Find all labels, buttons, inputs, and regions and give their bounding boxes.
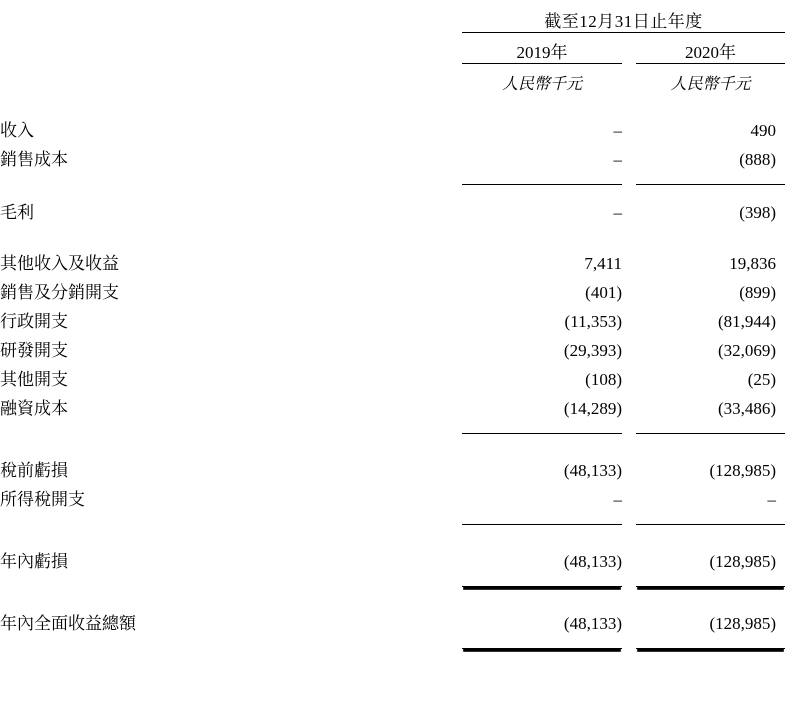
row-value-other-expenses-2020: (25) (747, 370, 777, 389)
spacer (0, 94, 785, 116)
rule-gap (622, 514, 636, 525)
total-rule-2019 (462, 638, 622, 649)
subtotal-rule-2020 (636, 423, 785, 434)
rule-spacer (0, 514, 462, 525)
row-label-other-expenses: 其他開支 (0, 370, 68, 389)
spacer (0, 227, 785, 249)
table-row (0, 456, 785, 485)
row-value-total-comprehensive-2019: (48,133) (563, 614, 622, 633)
row-label-revenue: 收入 (0, 121, 34, 140)
row-label-selling-distribution: 銷售及分銷開支 (0, 283, 119, 302)
rule-spacer (0, 576, 462, 587)
column-unit-1: 人民幣千元 (501, 76, 582, 93)
subtotal-rule-2020 (636, 174, 785, 185)
cell-gap (622, 547, 636, 576)
rule-spacer (0, 638, 462, 649)
column-header-year-2: 2020年 (636, 33, 785, 64)
row-value-total-comprehensive-2020: (128,985) (709, 614, 777, 633)
header-gap (622, 33, 636, 64)
table-row (0, 145, 785, 174)
cell-gap (622, 336, 636, 365)
row-value-gross-profit-2019: – (613, 203, 622, 222)
cell-gap (622, 485, 636, 514)
subtotal-rule-2020 (636, 514, 785, 525)
row-label-loss-for-year: 年內虧損 (0, 552, 68, 571)
header-gap-2 (622, 64, 636, 95)
rule-row (0, 576, 785, 587)
table-row (0, 198, 785, 227)
subtotal-rule-2019 (462, 174, 622, 185)
header-row-year (0, 33, 785, 64)
table-row (0, 336, 785, 365)
period-header: 截至12月31日止年度 (462, 0, 785, 33)
subtotal-rule-2019 (462, 514, 622, 525)
table-row (0, 394, 785, 423)
cell-gap (622, 365, 636, 394)
row-value-other-income-2019: 7,411 (584, 254, 622, 273)
row-value-cost-of-sales-2020: (888) (739, 150, 777, 169)
total-rule-2020 (636, 638, 785, 649)
row-value-loss-before-tax-2019: (48,133) (563, 461, 622, 480)
spacer (0, 587, 785, 610)
cell-gap (622, 198, 636, 227)
header-row-unit (0, 64, 785, 95)
row-value-selling-distribution-2020: (899) (739, 283, 777, 302)
row-value-other-expenses-2019: (108) (585, 370, 622, 389)
rule-spacer (0, 174, 462, 185)
cell-gap (622, 456, 636, 485)
rule-spacer (0, 423, 462, 434)
cell-gap (622, 249, 636, 278)
rule-gap (622, 174, 636, 185)
row-value-revenue-2019: – (613, 121, 622, 140)
rule-gap (622, 638, 636, 649)
row-label-other-income: 其他收入及收益 (0, 254, 119, 273)
row-value-gross-profit-2020: (398) (739, 203, 777, 222)
row-value-income-tax-2019: – (613, 490, 622, 509)
table-row (0, 116, 785, 145)
header-spacer-2 (0, 33, 462, 64)
row-value-research-development-2019: (29,393) (563, 341, 622, 360)
table-row (0, 307, 785, 336)
header-spacer-3 (0, 64, 462, 95)
rule-gap (622, 423, 636, 434)
row-label-research-development: 研發開支 (0, 341, 68, 360)
cell-gap (622, 278, 636, 307)
row-label-income-tax: 所得稅開支 (0, 490, 85, 509)
row-value-selling-distribution-2019: (401) (585, 283, 622, 302)
row-label-gross-profit: 毛利 (0, 203, 34, 222)
subtotal-rule-2019 (462, 423, 622, 434)
row-value-revenue-2020: 490 (750, 121, 777, 140)
cell-gap (622, 609, 636, 638)
column-unit-2: 人民幣千元 (670, 76, 751, 93)
row-label-cost-of-sales: 銷售成本 (0, 150, 68, 169)
row-label-total-comprehensive: 年內全面收益總額 (0, 614, 136, 633)
cell-gap (622, 145, 636, 174)
spacer (0, 434, 785, 457)
column-header-year-1: 2019年 (462, 33, 622, 64)
total-rule-2019 (462, 576, 622, 587)
spacer (0, 525, 785, 548)
cell-gap (622, 116, 636, 145)
row-value-other-income-2020: 19,836 (729, 254, 777, 273)
header-row-period (0, 0, 785, 33)
row-value-administrative-2019: (11,353) (564, 312, 622, 331)
table-row (0, 249, 785, 278)
row-value-administrative-2020: (81,944) (717, 312, 777, 331)
table-row (0, 365, 785, 394)
cell-gap (622, 307, 636, 336)
row-label-finance-costs: 融資成本 (0, 399, 68, 418)
row-value-finance-costs-2020: (33,486) (717, 399, 777, 418)
rule-row (0, 174, 785, 185)
rule-row (0, 514, 785, 525)
cell-gap (622, 394, 636, 423)
row-value-cost-of-sales-2019: – (613, 150, 622, 169)
rule-row (0, 423, 785, 434)
row-value-loss-for-year-2020: (128,985) (709, 552, 777, 571)
row-value-loss-for-year-2019: (48,133) (563, 552, 622, 571)
table-row (0, 485, 785, 514)
row-label-administrative: 行政開支 (0, 312, 68, 331)
row-value-research-development-2020: (32,069) (717, 341, 777, 360)
table-row (0, 278, 785, 307)
spacer (0, 185, 785, 199)
table-row (0, 609, 785, 638)
table-row (0, 547, 785, 576)
rule-row (0, 638, 785, 649)
total-rule-2020 (636, 576, 785, 587)
row-label-loss-before-tax: 稅前虧損 (0, 461, 68, 480)
header-spacer (0, 0, 462, 33)
rule-gap (622, 576, 636, 587)
row-value-loss-before-tax-2020: (128,985) (709, 461, 777, 480)
row-value-finance-costs-2019: (14,289) (563, 399, 622, 418)
row-value-income-tax-2020: – (767, 490, 777, 509)
